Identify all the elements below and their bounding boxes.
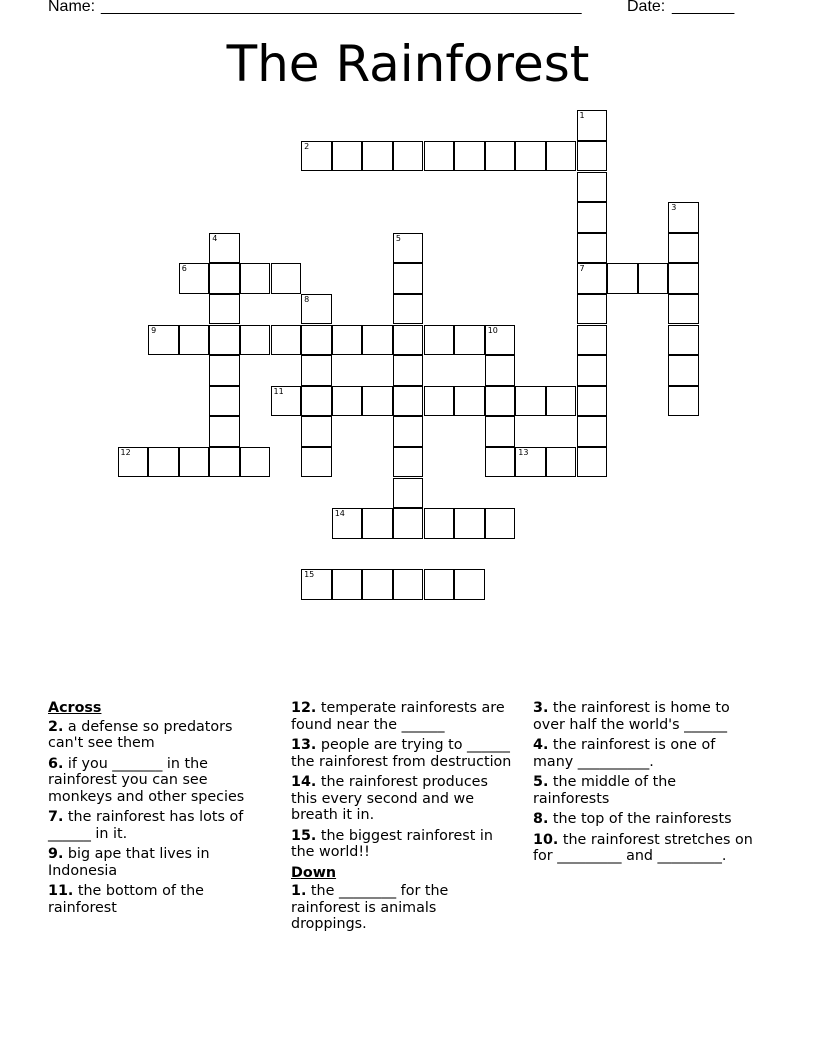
- grid-cell[interactable]: [332, 569, 363, 600]
- clue-item: [533, 811, 755, 828]
- grid-cell[interactable]: [393, 416, 424, 447]
- grid-cell[interactable]: [638, 263, 669, 294]
- clue-text: people are trying to ______ the rainforest from destruction: [291, 737, 512, 770]
- grid-cell-8[interactable]: [301, 294, 332, 325]
- grid-cell[interactable]: [577, 386, 608, 417]
- grid-cell[interactable]: [362, 508, 393, 539]
- clue-text: big ape that lives in Indonesia: [48, 846, 210, 879]
- down-heading: Down: [291, 864, 337, 881]
- grid-cell[interactable]: [271, 263, 302, 294]
- grid-cell[interactable]: [393, 478, 424, 509]
- grid-cell[interactable]: [209, 325, 240, 356]
- clue-number: 10.: [533, 831, 559, 848]
- clue-number: 6: [181, 264, 187, 274]
- clue-text: the rainforest produces this every second and we breath it in.: [291, 774, 488, 823]
- grid-cell[interactable]: [577, 325, 608, 356]
- clue-number: 9.: [48, 846, 64, 862]
- grid-cell[interactable]: [393, 508, 424, 539]
- grid-cell[interactable]: [668, 355, 699, 386]
- grid-cell[interactable]: [209, 263, 240, 294]
- grid-cell[interactable]: [577, 447, 608, 478]
- clue-text: if you _______ in the rainforest you can see monkeys and other species: [48, 755, 245, 805]
- grid-cell[interactable]: [209, 386, 240, 417]
- grid-cell[interactable]: [668, 263, 699, 294]
- clue-number: 10: [487, 325, 498, 335]
- down-clue-list-continued: [533, 700, 755, 865]
- grid-cell[interactable]: [301, 416, 332, 447]
- grid-cell[interactable]: [668, 294, 699, 325]
- grid-cell[interactable]: [332, 141, 363, 172]
- clue-text: the ________ for the rainforest is animals droppings.: [291, 883, 449, 932]
- grid-cell[interactable]: [179, 325, 210, 356]
- clue-item: [533, 700, 755, 733]
- grid-cell[interactable]: [240, 447, 271, 478]
- clue-number: 3.: [533, 700, 549, 716]
- clue-number: 11: [273, 386, 284, 396]
- grid-cell[interactable]: [577, 202, 608, 233]
- grid-cell[interactable]: [668, 386, 699, 417]
- clue-item: [48, 809, 270, 842]
- clue-number: 15.: [291, 827, 317, 844]
- grid-cell[interactable]: [301, 355, 332, 386]
- grid-cell[interactable]: [577, 141, 608, 172]
- grid-cell[interactable]: [485, 355, 516, 386]
- clue-number: 12: [120, 447, 131, 457]
- grid-cell[interactable]: [515, 141, 546, 172]
- clue-number: 1.: [291, 883, 307, 899]
- clue-text: temperate rainforests are found near the ______: [291, 700, 505, 733]
- clues-column-3: [533, 700, 755, 869]
- clue-number: 3: [671, 203, 677, 213]
- clue-number: 2: [304, 141, 310, 151]
- grid-cell-4[interactable]: [209, 233, 240, 264]
- clue-text: the rainforest is home to over half the world's ______: [533, 700, 730, 733]
- grid-cell[interactable]: [424, 386, 455, 417]
- clue-number: 14.: [291, 774, 317, 790]
- clue-text: the rainforest stretches on for _________ and _________.: [533, 831, 753, 864]
- grid-cell[interactable]: [485, 508, 516, 539]
- down-clue-list: [291, 883, 513, 933]
- clue-number: 8.: [533, 811, 549, 827]
- grid-cell-10[interactable]: [485, 325, 516, 356]
- page-title: The Rainforest: [226, 35, 590, 93]
- clues-column-2: [291, 700, 513, 937]
- grid-cell[interactable]: [301, 386, 332, 417]
- clue-number: 9: [151, 325, 157, 335]
- grid-cell[interactable]: [577, 233, 608, 264]
- grid-cell[interactable]: [546, 447, 577, 478]
- clue-number: 11.: [48, 883, 74, 899]
- clue-item: [48, 756, 270, 806]
- grid-cell[interactable]: [362, 141, 393, 172]
- name-blank[interactable]: ______________________________________________________: [101, 0, 582, 15]
- clue-number: 7: [579, 264, 585, 274]
- clue-number: 7.: [48, 809, 64, 825]
- grid-cell[interactable]: [240, 263, 271, 294]
- grid-cell[interactable]: [607, 263, 638, 294]
- clue-item: [291, 883, 513, 933]
- grid-cell[interactable]: [148, 447, 179, 478]
- grid-cell-9[interactable]: [148, 325, 179, 356]
- grid-cell[interactable]: [454, 508, 485, 539]
- grid-cell[interactable]: [454, 141, 485, 172]
- grid-cell[interactable]: [424, 508, 455, 539]
- grid-cell[interactable]: [485, 386, 516, 417]
- grid-cell[interactable]: [209, 447, 240, 478]
- grid-cell[interactable]: [577, 416, 608, 447]
- clue-text: the middle of the rainforests: [533, 774, 677, 807]
- across-clue-list-continued: [291, 700, 513, 861]
- grid-cell[interactable]: [179, 447, 210, 478]
- clue-item: [291, 774, 513, 824]
- grid-cell-14[interactable]: [332, 508, 363, 539]
- date-label: Date:: [627, 0, 666, 15]
- grid-cell[interactable]: [454, 569, 485, 600]
- grid-cell-3[interactable]: [668, 202, 699, 233]
- grid-cell-6[interactable]: [179, 263, 210, 294]
- grid-cell[interactable]: [424, 325, 455, 356]
- across-heading: Across: [48, 700, 102, 716]
- grid-cell[interactable]: [393, 355, 424, 386]
- name-label: Name:: [48, 0, 96, 15]
- grid-cell[interactable]: [393, 141, 424, 172]
- grid-cell[interactable]: [393, 294, 424, 325]
- grid-cell[interactable]: [577, 172, 608, 203]
- clue-item: [533, 832, 755, 865]
- grid-cell-12[interactable]: [118, 447, 149, 478]
- grid-cell[interactable]: [301, 447, 332, 478]
- grid-cell[interactable]: [393, 569, 424, 600]
- grid-cell[interactable]: [515, 386, 546, 417]
- clue-number: 14: [334, 509, 345, 519]
- grid-cell[interactable]: [332, 325, 363, 356]
- clue-number: 5.: [533, 774, 549, 790]
- grid-cell[interactable]: [454, 386, 485, 417]
- grid-cell[interactable]: [393, 325, 424, 356]
- grid-cell[interactable]: [454, 325, 485, 356]
- clue-number: 12.: [291, 700, 317, 716]
- grid-cell[interactable]: [362, 386, 393, 417]
- grid-cell-5[interactable]: [393, 233, 424, 264]
- grid-cell[interactable]: [577, 355, 608, 386]
- grid-cell[interactable]: [485, 447, 516, 478]
- clue-text: the rainforest is one of many __________.: [533, 737, 716, 770]
- clue-text: the top of the rainforests: [548, 811, 732, 827]
- grid-cell[interactable]: [362, 325, 393, 356]
- clue-number: 5: [395, 233, 401, 243]
- grid-cell[interactable]: [577, 294, 608, 325]
- grid-cell-13[interactable]: [515, 447, 546, 478]
- clue-item: [533, 774, 755, 807]
- clue-number: 15: [304, 570, 315, 580]
- grid-cell[interactable]: [546, 386, 577, 417]
- grid-cell[interactable]: [209, 355, 240, 386]
- grid-cell[interactable]: [546, 141, 577, 172]
- clue-number: 13: [518, 447, 529, 457]
- grid-cell[interactable]: [240, 325, 271, 356]
- grid-cell[interactable]: [209, 416, 240, 447]
- grid-cell[interactable]: [301, 325, 332, 356]
- grid-cell[interactable]: [393, 386, 424, 417]
- clues-column-1: [48, 700, 270, 920]
- grid-cell[interactable]: [332, 386, 363, 417]
- clue-item: [533, 737, 755, 770]
- grid-cell[interactable]: [393, 447, 424, 478]
- grid-cell[interactable]: [209, 294, 240, 325]
- date-blank[interactable]: _______: [672, 0, 735, 15]
- grid-cell-15[interactable]: [301, 569, 332, 600]
- clue-text: a defense so predators can't see them: [48, 718, 233, 751]
- clue-text: the bottom of the rainforest: [48, 883, 204, 916]
- grid-cell[interactable]: [271, 325, 302, 356]
- clue-item: [291, 828, 513, 861]
- grid-cell[interactable]: [485, 141, 516, 172]
- clue-item: [48, 846, 270, 879]
- clue-number: 1: [579, 111, 585, 121]
- grid-cell[interactable]: [668, 325, 699, 356]
- clue-item: [48, 883, 270, 916]
- grid-cell[interactable]: [424, 569, 455, 600]
- clue-number: 2.: [48, 718, 64, 735]
- clue-text: the biggest rainforest in the world!!: [291, 827, 493, 860]
- grid-cell[interactable]: [668, 233, 699, 264]
- grid-cell-7[interactable]: [577, 263, 608, 294]
- clue-item: [291, 700, 513, 733]
- across-clue-list: [48, 719, 270, 917]
- clue-number: 13.: [291, 737, 317, 753]
- grid-cell-11[interactable]: [271, 386, 302, 417]
- clue-number: 4.: [533, 737, 549, 753]
- grid-cell[interactable]: [485, 416, 516, 447]
- clue-text: the rainforest has lots of ______ in it.: [48, 809, 244, 842]
- grid-cell-1[interactable]: [577, 110, 608, 141]
- clue-number: 6.: [48, 755, 64, 772]
- clue-number: 8: [304, 294, 310, 304]
- clue-item: [48, 719, 270, 752]
- grid-cell[interactable]: [424, 141, 455, 172]
- grid-cell-2[interactable]: [301, 141, 332, 172]
- grid-cell[interactable]: [393, 263, 424, 294]
- clue-number: 4: [212, 233, 218, 243]
- grid-cell[interactable]: [362, 569, 393, 600]
- clue-item: [291, 737, 513, 770]
